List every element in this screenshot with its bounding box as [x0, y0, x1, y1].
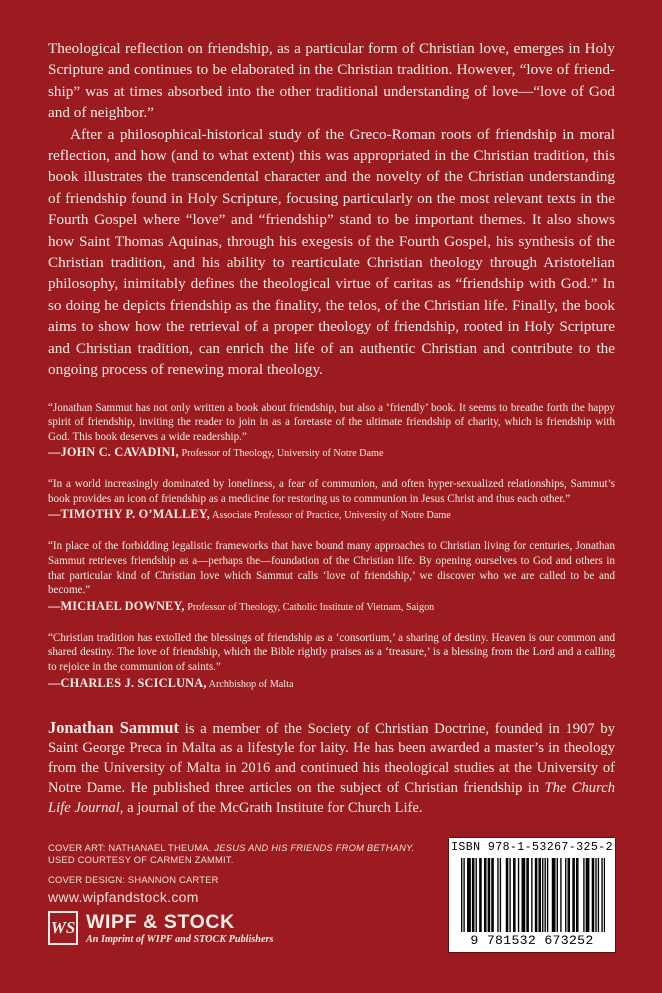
- bio-text-part-2: , a journal of the McGrath Institute for Church Life.: [119, 799, 423, 816]
- endorsement-attribution: [48, 507, 615, 523]
- barcode-bar: [467, 858, 468, 932]
- endorsement-attribution: [48, 676, 615, 692]
- endorser-title: Professor of Theology, University of Notre Dame: [181, 448, 384, 460]
- endorsement-quote: “Christian tradition has extolled the blessings of friendship as a ‘consortium,’ a sharing of destiny. Heaven is our common and shared destiny. The love of friendship, which the Bible rightly praises as a ‘treasure,’ is a blessing from the Lord and a calling to rejoice in the communion of saints.”: [48, 631, 615, 674]
- endorsements: [48, 401, 615, 692]
- barcode-bar: [577, 858, 578, 932]
- barcode-bar: [506, 858, 507, 932]
- publisher-website: www.wipfandstock.com: [48, 889, 199, 906]
- endorser-title: Archbishop of Malta: [208, 678, 294, 690]
- barcode-bar: [557, 858, 558, 932]
- author-bio: [48, 718, 615, 819]
- barcode-bar: [535, 858, 536, 932]
- endorser-title: Associate Professor of Practice, University of Notre Dame: [212, 510, 451, 522]
- barcode-bar: [472, 858, 473, 932]
- endorsement: [48, 539, 615, 614]
- endorsement-quote: “Jonathan Sammut has not only written a book about friendship, but also a ‘friendly’ book. It seems to breathe forth the happy spirit of friendship, inviting the reader to join in as a foretaste of the ultimate friendship of charity, which is friendship with God. This book deserves a wide readership.”: [48, 401, 615, 443]
- author-name: Jonathan Sammut: [48, 717, 179, 737]
- barcode-bar: [598, 858, 599, 932]
- cover-art-title: JESUS AND HIS FRIENDS FROM BETHANY.: [214, 842, 415, 853]
- barcode-bar: [565, 858, 566, 932]
- barcode-bar: [574, 858, 575, 932]
- barcode-bar: [507, 858, 508, 932]
- barcode-bar: [480, 858, 481, 932]
- barcode-bar: [468, 858, 469, 932]
- cover-credits: [48, 842, 448, 905]
- barcode-bar: [513, 858, 514, 932]
- barcode-bar: [488, 858, 489, 932]
- barcode-bar: [545, 858, 546, 932]
- barcode-bar: [523, 858, 524, 932]
- barcode-bar: [473, 858, 474, 932]
- book-description: [48, 38, 615, 381]
- barcode-bar: [552, 858, 553, 932]
- cover-design-credit: COVER DESIGN: SHANNON CARTER: [48, 873, 219, 885]
- isbn-barcode: [448, 837, 616, 953]
- barcode-bar: [604, 858, 605, 932]
- barcode-bar: [592, 858, 593, 932]
- barcode-bar: [538, 858, 539, 932]
- barcode-bar: [587, 858, 588, 932]
- barcode-bar: [531, 858, 532, 932]
- barcode-bar: [491, 858, 492, 932]
- barcode-bar: [489, 858, 490, 932]
- barcode-bar: [569, 858, 570, 932]
- barcode-bar: [572, 858, 573, 932]
- barcode-bar: [586, 858, 587, 932]
- barcode-bar: [518, 858, 519, 932]
- description-paragraph-2: After a philosophical-historical study of the Greco-Roman roots of friendship in moral reflection, and how (and to what extent) this was appropriated in the Christian tradition, this book illustrates the transcendental character and the novelty of the Christian understanding of friendship found in Holy Scripture, focusing particularly on the most relevant texts in the Fourth Gospel where “love” and “friendship” stand to be important themes. It also shows how Saint Thomas Aquinas, through his exegesis of the Fourth Gospel, his synthesis of the Christian tradition, and his ability to rearticulate Christian theology through Aristotelian philosophy, inimitably defines the theological virtue of caritas as “friendship with God.” In so doing he depicts friendship as the finality, the telos, of the Christian life. Finally, the book aims to show how the retrieval of a proper theology of friendship, rooted in Holy Scripture and Christian tradition, can enrich the life of an authentic Christian and contribute to the ongoing process of renewing moral theology.: [48, 125, 615, 379]
- barcode-bar: [484, 858, 485, 932]
- barcode-bar: [536, 858, 537, 932]
- barcode-bar: [485, 858, 486, 932]
- back-cover-content: [48, 38, 615, 819]
- barcode-bar: [553, 858, 554, 932]
- barcode-bar: [560, 858, 561, 932]
- cover-art-credit: [48, 842, 448, 854]
- cover-art-label: COVER ART: NATHANAEL THEUMA.: [48, 842, 215, 853]
- barcode-bars-icon: [461, 858, 605, 932]
- barcode-bar: [576, 858, 577, 932]
- barcode-bar: [524, 858, 525, 932]
- bio-text-part-1: is a member of the Society of Christian Doctrine, founded in 1907 by Saint George Preca in Malta as a lifestyle for laity. He has been awarded a master’s in theology from the University of Malta in 2016 and continued his theological studies at the University of Notre Dame. He published three articles on the subject of Christian friendship in: [48, 720, 615, 797]
- endorser-title: Professor of Theology, Catholic Institute of Vietnam, Saigon: [187, 601, 435, 613]
- barcode-bar: [526, 858, 527, 932]
- endorsement-attribution: [48, 445, 615, 461]
- barcode-bar: [514, 858, 515, 932]
- barcode-bar: [522, 858, 523, 932]
- barcode-bar: [554, 858, 555, 932]
- barcode-bar: [542, 858, 543, 932]
- endorsement-attribution: [48, 599, 615, 615]
- barcode-bar: [479, 858, 480, 932]
- endorser-name: —JOHN C. CAVADINI,: [48, 445, 179, 460]
- description-paragraph-1: Theological reflection on friendship, as a particular form of Christian love, emerges in Holy Scripture and continues to be elaborated in the Christian tradition. However, “love of friendship” was at times absorbed into the other traditional understanding of love—“love of God and of neighbor.”: [48, 40, 615, 122]
- barcode-bar: [547, 858, 548, 932]
- endorsement: [48, 631, 615, 692]
- barcode-bar: [509, 858, 510, 932]
- ws-logo-icon: WS: [48, 911, 78, 945]
- barcode-bar: [601, 858, 602, 932]
- barcode-digits: 9 781532 673252: [470, 933, 594, 948]
- endorsement: [48, 401, 615, 462]
- endorser-name: —TIMOTHY P. O’MALLEY,: [48, 507, 211, 522]
- endorsement-quote: “In place of the forbidding legalistic frameworks that have bound many approaches to Christian living for centuries, Jonathan Sammut retrieves friendship as a—perhaps the—foundation of the Christian life. By opening ourselves to God and others in that particular kind of Christian love which Sammut calls ‘love of friendship,’ we discover who we are called to be and become.”: [48, 540, 615, 597]
- barcode-bar: [588, 858, 589, 932]
- barcode-bar: [595, 858, 596, 932]
- publisher-name: WIPF & STOCK: [86, 911, 235, 933]
- endorser-name: —MICHAEL DOWNEY,: [48, 598, 185, 613]
- publisher-tagline: An Imprint of WIPF and STOCK Publishers: [86, 934, 274, 945]
- cover-art-courtesy: USED COURTESY OF CARMEN ZAMMIT.: [48, 854, 234, 866]
- barcode-bar: [593, 858, 594, 932]
- isbn-label: ISBN 978-1-53267-325-2: [451, 841, 613, 854]
- endorser-name: —CHARLES J. SCICLUNA,: [48, 675, 207, 690]
- barcode-bar: [540, 858, 541, 932]
- barcode-bar: [492, 858, 493, 932]
- barcode-bar: [463, 858, 464, 932]
- barcode-bar: [528, 858, 529, 932]
- endorsement: [48, 477, 615, 523]
- journal-title: The Church Life Journal: [48, 780, 615, 816]
- barcode-bar: [567, 858, 568, 932]
- barcode-bar: [497, 858, 498, 932]
- endorsement-quote: “In a world increasingly dominated by loneliness, a fear of communion, and often hyper-sexualized relationships, Sammut’s book provides an icon of friendship as a medicine for restoring us to communion in Jesus Christ and thus each other.”: [48, 478, 615, 505]
- barcode-bar: [583, 858, 584, 932]
- publisher-logo: [48, 911, 308, 947]
- barcode-bar: [500, 858, 501, 932]
- barcode-bar: [469, 858, 470, 932]
- barcode-bar: [461, 858, 462, 932]
- barcode-bar: [476, 858, 477, 932]
